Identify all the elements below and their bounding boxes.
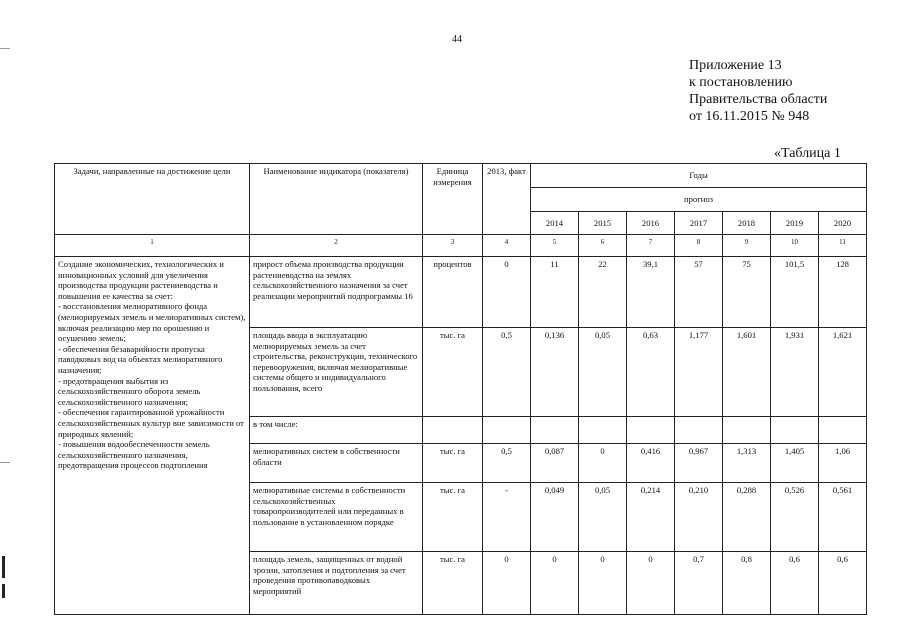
- unit-cell: тыс. га: [423, 328, 483, 417]
- value-cell: 0,136: [531, 328, 579, 417]
- appendix-line: Приложение 13: [689, 58, 782, 73]
- header-year: 2019: [771, 212, 819, 235]
- value-cell: 0,967: [675, 444, 723, 483]
- header-year: 2016: [627, 212, 675, 235]
- unit-cell: тыс. га: [423, 444, 483, 483]
- value-cell: 75: [723, 257, 771, 328]
- header-year: 2015: [579, 212, 627, 235]
- value-cell: 22: [579, 257, 627, 328]
- page-number: 44: [452, 34, 462, 45]
- value-cell: 0: [579, 552, 627, 615]
- fact-cell: -: [483, 483, 531, 552]
- column-number: 3: [423, 235, 483, 257]
- value-cell: 11: [531, 257, 579, 328]
- value-cell: 1,177: [675, 328, 723, 417]
- column-number: 6: [579, 235, 627, 257]
- fact-cell: 0: [483, 552, 531, 615]
- edge-scan-mark: [2, 584, 5, 598]
- column-number: 9: [723, 235, 771, 257]
- value-cell: 0,416: [627, 444, 675, 483]
- value-cell: 0,288: [723, 483, 771, 552]
- fact-cell: [483, 417, 531, 444]
- unit-cell: процентов: [423, 257, 483, 328]
- tasks-text: Создание экономических, технологических и инновационных условий для увеличения производства продукции растениеводства и повышения ее качества за счет: - восстановления мелиоративного фонда (мелиорируемых земель и мелиоративных систем), включая реализацию мер по орошению и осушению земель; - обеспечения безаварийности пропуска паводковых вод на объектах мелиоративного назначения; - предотвращения выбытия из сельскохозяйственного оборота земель сельскохозяйственного назначения; - обеспечения гарантированной урожайности сельскохозяйственных культур вне зависимости от природных явлений; - повышения водообеспеченности земель сельскохозяйственного назначения, предотвращения процессов подтопления: [58, 259, 246, 471]
- value-cell: [819, 417, 867, 444]
- value-cell: [675, 417, 723, 444]
- value-cell: 0: [579, 444, 627, 483]
- header-indicator: Наименование индикатора (показателя): [250, 164, 423, 235]
- value-cell: 0,561: [819, 483, 867, 552]
- header-unit: Единица измерения: [423, 164, 483, 235]
- header-year: 2014: [531, 212, 579, 235]
- value-cell: 1,601: [723, 328, 771, 417]
- value-cell: 1,06: [819, 444, 867, 483]
- value-cell: 0,214: [627, 483, 675, 552]
- column-number: 10: [771, 235, 819, 257]
- value-cell: 0,087: [531, 444, 579, 483]
- value-cell: 0,8: [723, 552, 771, 615]
- table-caption: «Таблица 1: [774, 146, 841, 161]
- header-tasks: Задачи, направленные на достижение цели: [55, 164, 250, 235]
- value-cell: 57: [675, 257, 723, 328]
- header-year: 2020: [819, 212, 867, 235]
- appendix-line: от 16.11.2015 № 948: [689, 109, 810, 124]
- value-cell: 0,05: [579, 483, 627, 552]
- column-number: 4: [483, 235, 531, 257]
- column-numbers-row: [55, 235, 867, 257]
- column-number: 11: [819, 235, 867, 257]
- table-body: [55, 257, 867, 615]
- header-row: [55, 164, 867, 188]
- value-cell: 0,049: [531, 483, 579, 552]
- indicator-cell: прирост объема производства продукции растениеводства на землях сельскохозяйственного назначения за счет реализации мероприятий подпрограммы 16: [250, 257, 423, 328]
- value-cell: 39,1: [627, 257, 675, 328]
- value-cell: 101,5: [771, 257, 819, 328]
- tasks-cell: [55, 257, 250, 615]
- indicators-table: [54, 163, 867, 615]
- header-fact: 2013, факт: [483, 164, 531, 235]
- unit-cell: тыс. га: [423, 552, 483, 615]
- value-cell: 0,05: [579, 328, 627, 417]
- value-cell: 0,210: [675, 483, 723, 552]
- indicator-cell: площадь ввода в эксплуатацию мелиорируемых земель за счет строительства, реконструкции, технического перевооружения, включая мелиоративные системы общего и индивидуального пользования, всего: [250, 328, 423, 417]
- header-years: Годы: [531, 164, 867, 188]
- edge-tick: [0, 48, 10, 49]
- value-cell: [579, 417, 627, 444]
- appendix-line: Правительства области: [689, 92, 828, 107]
- indicator-cell: площадь земель, защищенных от водной эрозии, затопления и подтопления за счет проведения противопаводковых мероприятий: [250, 552, 423, 615]
- value-cell: 0,6: [819, 552, 867, 615]
- value-cell: 0: [627, 552, 675, 615]
- column-number: 1: [55, 235, 250, 257]
- unit-cell: [423, 417, 483, 444]
- appendix-line: к постановлению: [689, 75, 793, 90]
- value-cell: [627, 417, 675, 444]
- value-cell: [771, 417, 819, 444]
- indicator-cell: мелиоративных систем в собственности области: [250, 444, 423, 483]
- value-cell: 0,6: [771, 552, 819, 615]
- column-number: 8: [675, 235, 723, 257]
- indicator-cell: мелиоративные системы в собственности сельскохозяйственных товаропроизводителей или переданных в пользование в установленном порядке: [250, 483, 423, 552]
- value-cell: 0,7: [675, 552, 723, 615]
- value-cell: 1,621: [819, 328, 867, 417]
- value-cell: 1,931: [771, 328, 819, 417]
- header-year: 2018: [723, 212, 771, 235]
- column-number: 5: [531, 235, 579, 257]
- value-cell: 0,526: [771, 483, 819, 552]
- edge-tick: [0, 462, 10, 463]
- fact-cell: 0: [483, 257, 531, 328]
- value-cell: [531, 417, 579, 444]
- value-cell: [723, 417, 771, 444]
- value-cell: 0,63: [627, 328, 675, 417]
- column-number: 7: [627, 235, 675, 257]
- fact-cell: 0,5: [483, 444, 531, 483]
- header-forecast: прогноз: [531, 188, 867, 212]
- edge-scan-mark: [2, 556, 5, 578]
- appendix-header: [689, 57, 827, 125]
- value-cell: 0: [531, 552, 579, 615]
- header-year: 2017: [675, 212, 723, 235]
- value-cell: 128: [819, 257, 867, 328]
- indicator-cell: в том числе:: [250, 417, 423, 444]
- value-cell: 1,405: [771, 444, 819, 483]
- column-number: 2: [250, 235, 423, 257]
- fact-cell: 0,5: [483, 328, 531, 417]
- table-row: [55, 257, 867, 328]
- value-cell: 1,313: [723, 444, 771, 483]
- unit-cell: тыс. га: [423, 483, 483, 552]
